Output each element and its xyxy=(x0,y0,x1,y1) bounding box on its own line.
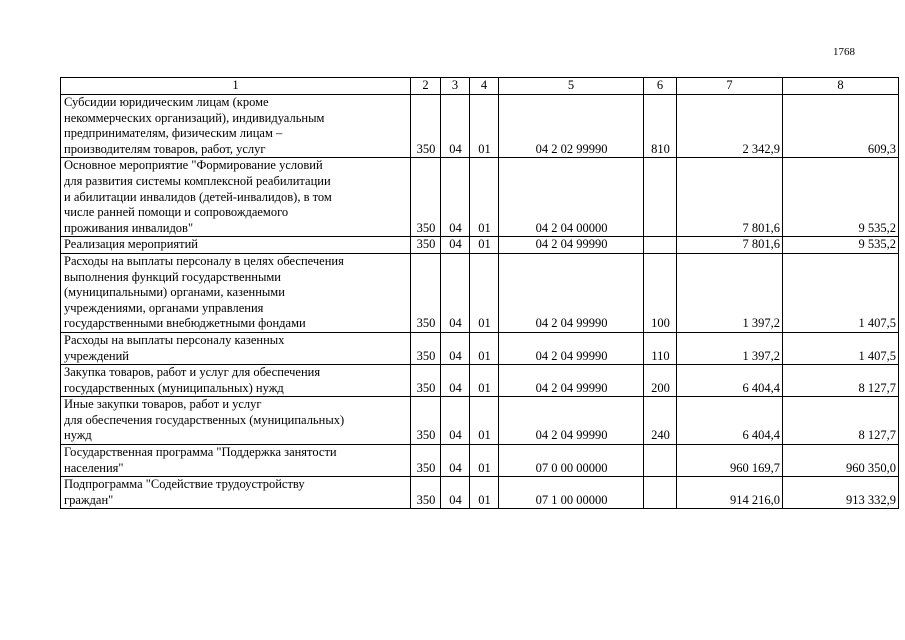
cell-name: Субсидии юридическим лицам (кроме некоммерческих организаций), индивидуальным предпринимателям, физическим лицам – производителям товаров, работ, услуг xyxy=(61,95,411,158)
cell-name: Закупка товаров, работ и услуг для обеспечения государственных (муниципальных) нужд xyxy=(61,365,411,397)
cell-target: 04 2 04 00000 xyxy=(499,158,644,237)
table-row xyxy=(61,365,899,397)
cell-expense-type xyxy=(644,158,677,237)
cell-subsection: 01 xyxy=(470,445,499,477)
cell-section: 04 xyxy=(441,332,470,364)
cell-subsection: 01 xyxy=(470,365,499,397)
cell-name: Подпрограмма "Содействие трудоустройству граждан" xyxy=(61,477,411,509)
cell-amount-2: 1 407,5 xyxy=(783,332,899,364)
header-cell-name: 1 xyxy=(61,78,411,95)
header-cell-ministry: 2 xyxy=(411,78,441,95)
cell-amount-2: 960 350,0 xyxy=(783,445,899,477)
cell-section: 04 xyxy=(441,365,470,397)
cell-ministry: 350 xyxy=(411,477,441,509)
cell-expense-type xyxy=(644,237,677,254)
table-row xyxy=(61,237,899,254)
cell-subsection: 01 xyxy=(470,253,499,332)
cell-subsection: 01 xyxy=(470,332,499,364)
cell-section: 04 xyxy=(441,253,470,332)
cell-section: 04 xyxy=(441,158,470,237)
header-cell-amount-2: 8 xyxy=(783,78,899,95)
table-body xyxy=(61,95,899,509)
cell-amount-2: 913 332,9 xyxy=(783,477,899,509)
cell-target: 04 2 02 99990 xyxy=(499,95,644,158)
cell-expense-type: 100 xyxy=(644,253,677,332)
header-cell-amount-1: 7 xyxy=(677,78,783,95)
cell-subsection: 01 xyxy=(470,237,499,254)
header-cell-target: 5 xyxy=(499,78,644,95)
cell-target: 04 2 04 99990 xyxy=(499,365,644,397)
cell-amount-2: 9 535,2 xyxy=(783,158,899,237)
cell-amount-2: 609,3 xyxy=(783,95,899,158)
cell-name: Иные закупки товаров, работ и услуг для обеспечения государственных (муниципальных) нужд xyxy=(61,397,411,445)
cell-expense-type: 110 xyxy=(644,332,677,364)
table-row xyxy=(61,397,899,445)
page-number: 1768 xyxy=(833,46,855,58)
cell-section: 04 xyxy=(441,95,470,158)
cell-ministry: 350 xyxy=(411,397,441,445)
table-row xyxy=(61,445,899,477)
cell-ministry: 350 xyxy=(411,445,441,477)
table-row xyxy=(61,253,899,332)
cell-section: 04 xyxy=(441,477,470,509)
header-cell-expense-type: 6 xyxy=(644,78,677,95)
cell-target: 04 2 04 99990 xyxy=(499,253,644,332)
table-header-row xyxy=(61,78,899,95)
cell-ministry: 350 xyxy=(411,332,441,364)
cell-name: Расходы на выплаты персоналу в целях обеспечения выполнения функций государственными (муниципальными) органами, казенными учреждениями, органами управления государственными внебюджетными фондами xyxy=(61,253,411,332)
table-row xyxy=(61,332,899,364)
table-row xyxy=(61,477,899,509)
cell-amount-1: 1 397,2 xyxy=(677,253,783,332)
cell-target: 04 2 04 99990 xyxy=(499,397,644,445)
cell-target: 07 1 00 00000 xyxy=(499,477,644,509)
cell-name: Государственная программа "Поддержка занятости населения" xyxy=(61,445,411,477)
table-row xyxy=(61,95,899,158)
cell-target: 04 2 04 99990 xyxy=(499,237,644,254)
cell-subsection: 01 xyxy=(470,397,499,445)
cell-expense-type: 810 xyxy=(644,95,677,158)
cell-ministry: 350 xyxy=(411,237,441,254)
cell-amount-1: 6 404,4 xyxy=(677,397,783,445)
cell-amount-1: 960 169,7 xyxy=(677,445,783,477)
cell-name: Основное мероприятие "Формирование условий для развития системы комплексной реабилитации и абилитации инвалидов (детей-инвалидов), в том числе ранней помощи и сопровождаемого проживания инвалидов" xyxy=(61,158,411,237)
cell-ministry: 350 xyxy=(411,95,441,158)
cell-ministry: 350 xyxy=(411,253,441,332)
cell-amount-2: 8 127,7 xyxy=(783,397,899,445)
table-row xyxy=(61,158,899,237)
budget-table xyxy=(60,77,899,509)
cell-amount-1: 6 404,4 xyxy=(677,365,783,397)
cell-expense-type xyxy=(644,445,677,477)
cell-target: 04 2 04 99990 xyxy=(499,332,644,364)
header-cell-section: 3 xyxy=(441,78,470,95)
cell-name: Расходы на выплаты персоналу казенных учреждений xyxy=(61,332,411,364)
cell-ministry: 350 xyxy=(411,365,441,397)
cell-target: 07 0 00 00000 xyxy=(499,445,644,477)
cell-amount-1: 914 216,0 xyxy=(677,477,783,509)
cell-amount-2: 1 407,5 xyxy=(783,253,899,332)
cell-name: Реализация мероприятий xyxy=(61,237,411,254)
cell-section: 04 xyxy=(441,237,470,254)
cell-amount-2: 8 127,7 xyxy=(783,365,899,397)
cell-expense-type xyxy=(644,477,677,509)
cell-amount-1: 2 342,9 xyxy=(677,95,783,158)
cell-section: 04 xyxy=(441,445,470,477)
cell-amount-1: 7 801,6 xyxy=(677,158,783,237)
cell-amount-2: 9 535,2 xyxy=(783,237,899,254)
cell-expense-type: 240 xyxy=(644,397,677,445)
cell-amount-1: 1 397,2 xyxy=(677,332,783,364)
header-cell-subsection: 4 xyxy=(470,78,499,95)
cell-expense-type: 200 xyxy=(644,365,677,397)
cell-section: 04 xyxy=(441,397,470,445)
cell-amount-1: 7 801,6 xyxy=(677,237,783,254)
cell-subsection: 01 xyxy=(470,158,499,237)
cell-ministry: 350 xyxy=(411,158,441,237)
cell-subsection: 01 xyxy=(470,95,499,158)
cell-subsection: 01 xyxy=(470,477,499,509)
